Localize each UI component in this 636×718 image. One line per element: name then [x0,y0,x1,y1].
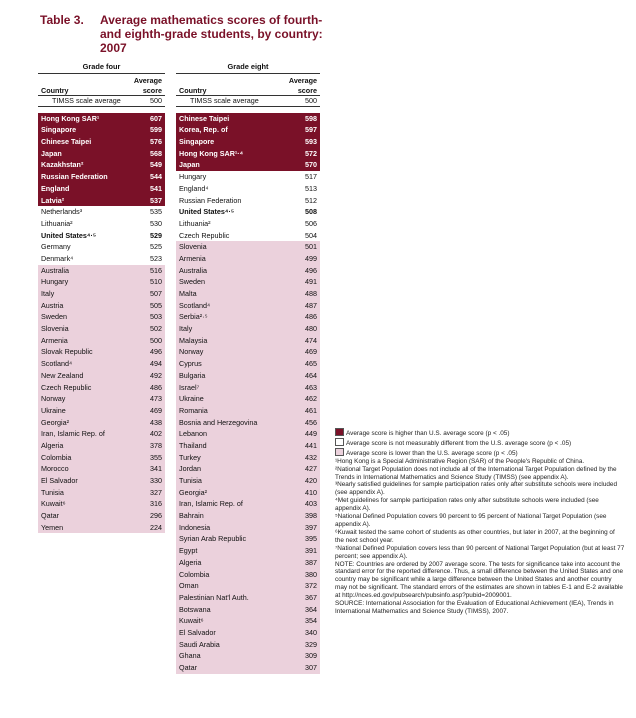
country-cell: Japan [179,160,200,170]
table-row [38,452,165,464]
country-cell: Norway [41,394,66,404]
table-row [176,230,320,242]
score-cell: 496 [305,265,317,275]
country-cell: Australia [179,265,207,275]
score-cell: 508 [305,207,317,217]
table-row [176,195,320,207]
score-cell: 427 [305,464,317,474]
country-cell: United States⁴·⁵ [179,207,235,217]
country-cell: Qatar [41,511,59,521]
score-cell: 402 [150,429,162,439]
country-cell: Korea, Rep. of [179,125,228,135]
country-cell: Singapore [41,125,77,135]
country-cell: Slovenia [41,324,69,334]
country-cell: Lithuania² [41,218,73,228]
score-cell: 607 [150,113,162,123]
score-header-top: Average [288,76,317,85]
score-cell: 327 [150,487,162,497]
table-row [176,475,320,487]
legend-higher-swatch [335,428,344,436]
score-cell: 572 [305,148,317,158]
table-row [176,615,320,627]
country-cell: Hungary [41,277,69,287]
table-row [38,276,165,288]
table-row [176,463,320,475]
score-cell: 367 [305,592,317,602]
legend-higher: Average score is higher than U.S. average score (p < .05) [335,428,625,438]
table-row [176,159,320,171]
score-cell: 525 [150,242,162,252]
table-row [176,311,320,323]
table-row [176,650,320,662]
table-row [176,241,320,253]
country-cell: Oman [179,581,199,591]
table-row [38,171,165,183]
score-cell: 469 [305,347,317,357]
country-cell: Tunisia [41,487,64,497]
country-cell: Indonesia [179,522,211,532]
table-row [176,300,320,312]
table-row [38,498,165,510]
table-row [38,440,165,452]
country-cell: Iran, Islamic Rep. of [41,429,105,439]
country-cell: Thailand [179,440,207,450]
score-cell: 378 [150,440,162,450]
country-cell: Saudi Arabia [179,639,220,649]
country-header: Country [41,86,69,95]
table-row [176,498,320,510]
note: NOTE: Countries are ordered by 2007 average score. The tests for significance take into account the standard error for the reported difference. Thus, a small difference between the United States and one country may be significant while a large difference between the United States and another country may not be significant. The standard errors of the estimates are shown in tables E-1 and E-2 available at http://nces.ed.gov/pubsearch/pubsinfo.asp?pubid=2009001. [335,560,624,600]
country-cell: Qatar [179,663,197,672]
country-cell: Hong Kong SAR¹ [41,113,100,123]
score-cell: 499 [305,253,317,263]
country-cell: Japan [41,148,62,158]
score-cell: 464 [305,370,317,380]
score-cell: 224 [150,522,162,532]
table-row [38,183,165,195]
table-row [38,265,165,277]
score-cell: 486 [305,312,317,322]
score-cell: 593 [305,137,317,147]
score-header-bot: score [297,86,317,95]
score-cell: 513 [305,183,317,193]
score-cell: 523 [150,253,162,263]
scale-value: 500 [305,96,317,105]
table-row [176,124,320,136]
table-row [176,382,320,394]
table-row [176,604,320,616]
country-cell: Sweden [41,312,67,322]
score-cell: 492 [150,370,162,380]
table-row [176,136,320,148]
table-row [176,370,320,382]
score-cell: 486 [150,382,162,392]
country-cell: Latvia² [41,195,65,205]
table-row [38,113,165,125]
country-cell: Yemen [41,522,64,532]
country-cell: Hungary [179,172,207,182]
score-cell: 387 [305,557,317,567]
score-cell: 420 [305,476,317,485]
table-row [38,241,165,253]
country-cell: Romania [179,405,208,415]
score-cell: 517 [305,172,317,182]
table-row [176,557,320,569]
table-row [176,346,320,358]
table-row [38,159,165,171]
source: SOURCE: International Association for the Evaluation of Educational Achievement (IEA), Trends in International Mathematics and Science Study (TIMSS), 2007. [335,600,614,615]
table-row [38,405,165,417]
table-row [38,510,165,522]
country-header: Country [179,86,207,95]
country-cell: Tunisia [179,476,202,485]
table-row [176,276,320,288]
country-cell: El Salvador [179,627,216,637]
score-cell: 473 [150,394,162,404]
score-cell: 530 [150,218,162,228]
score-cell: 549 [150,160,162,170]
score-cell: 330 [150,476,162,485]
country-cell: Denmark⁴ [41,253,74,263]
score-cell: 502 [150,324,162,334]
country-cell: England⁴ [179,183,209,193]
score-cell: 316 [150,499,162,509]
table-row [176,592,320,604]
score-cell: 491 [305,277,317,287]
country-cell: Algeria [41,440,64,450]
country-cell: Colombia [41,452,72,462]
table-row [38,393,165,405]
table-row [38,323,165,335]
country-cell: Armenia [41,335,68,345]
score-cell: 570 [305,160,317,170]
country-cell: Italy [41,289,55,298]
country-cell: Netherlands³ [41,207,83,217]
score-cell: 403 [305,499,317,509]
country-cell: El Salvador [41,476,78,485]
table-row [176,510,320,522]
score-cell: 410 [305,487,317,497]
table-row [38,218,165,230]
table-row [176,569,320,581]
table-row [176,580,320,592]
score-cell: 449 [305,429,317,439]
score-cell: 488 [305,289,317,298]
country-cell: Georgia² [41,417,69,427]
table-row [176,218,320,230]
country-cell: Czech Republic [179,230,230,240]
score-cell: 510 [150,277,162,287]
table-row [176,405,320,417]
table-row [38,124,165,136]
country-cell: Kuwait⁶ [41,499,66,509]
score-cell: 354 [305,616,317,626]
table-row [176,288,320,300]
scale-value: 500 [150,96,162,105]
table-row [176,440,320,452]
table-row [38,522,165,534]
table-row [176,545,320,557]
country-cell: Bosnia and Herzegovina [179,417,258,427]
table-row [176,265,320,277]
grade-eight-table [176,62,320,674]
scale-average-row [38,95,165,107]
table-row [176,206,320,218]
table-row [176,522,320,534]
legend-lower-swatch [335,448,344,456]
table-row [38,300,165,312]
country-cell: Ukraine [41,405,66,415]
scale-label: TIMSS scale average [190,96,259,105]
country-cell: Scotland⁴ [179,300,211,310]
footnote: ²National Target Population does not include all of the International Target Population defined by the Trends in International Mathematics and Science Study (TIMSS) (see appendix A). [335,465,617,481]
legend-and-notes [335,428,625,616]
score-cell: 461 [305,405,317,415]
country-cell: Australia [41,265,69,275]
score-cell: 329 [305,639,317,649]
country-cell: Colombia [179,569,210,579]
country-cell: Israel⁷ [179,382,200,392]
score-cell: 372 [305,581,317,591]
table-caption: Average mathematics scores of fourth- and eighth-grade students, by country: 2007 [100,13,323,55]
grade-eight-title: Grade eight [227,62,269,71]
table-row [176,253,320,265]
table-row [176,183,320,195]
score-cell: 512 [305,195,317,205]
country-cell: Chinese Taipei [179,113,230,123]
score-cell: 544 [150,172,162,182]
country-cell: Morocco [41,464,69,474]
table-label: Table 3. [40,13,84,27]
score-cell: 503 [150,312,162,322]
country-cell: Kuwait⁶ [179,616,204,626]
score-cell: 480 [305,324,317,334]
score-cell: 597 [305,125,317,135]
country-cell: Chinese Taipei [41,137,92,147]
score-cell: 355 [150,452,162,462]
score-cell: 535 [150,207,162,217]
legend-lower: Average score is lower than the U.S. average score (p < .05) [335,448,625,458]
table-row [38,335,165,347]
score-cell: 494 [150,359,162,369]
table-row [38,370,165,382]
footnote: ⁷National Defined Population covers less than 90 percent of National Target Population (but at least 77 percent; see appendix A). [335,544,625,560]
table-row [38,428,165,440]
score-cell: 441 [305,440,317,450]
score-cell: 474 [305,335,317,345]
table-row [176,452,320,464]
table-row [176,393,320,405]
country-cell: Ghana [179,651,201,661]
table-row [38,475,165,487]
table-row [176,335,320,347]
country-cell: Scotland⁴ [41,359,73,369]
country-cell: Armenia [179,253,206,263]
table-row [38,253,165,265]
footnote: ⁴Met guidelines for sample participation rates only after substitute schools were included (see appendix A). [335,497,599,513]
table-row [38,195,165,207]
table-row [38,417,165,429]
score-cell: 432 [305,452,317,462]
score-cell: 529 [150,230,162,240]
table-row [38,148,165,160]
score-cell: 541 [150,183,162,193]
table-row [38,358,165,370]
country-cell: Cyprus [179,359,202,369]
score-cell: 506 [305,218,317,228]
country-cell: Slovak Republic [41,347,93,357]
score-cell: 599 [150,125,162,135]
score-cell: 501 [305,242,317,252]
country-cell: Algeria [179,557,202,567]
score-cell: 465 [305,359,317,369]
score-cell: 398 [305,511,317,521]
table-row [38,288,165,300]
grade-eight-rows [176,113,320,674]
country-cell: Sweden [179,277,205,287]
country-cell: Bahrain [179,511,204,521]
scale-label: TIMSS scale average [52,96,121,105]
score-cell: 568 [150,148,162,158]
country-cell: Palestinian Nat'l Auth. [179,592,249,602]
score-header-top: Average [133,76,162,85]
score-cell: 469 [150,405,162,415]
score-cell: 500 [150,335,162,345]
country-cell: Germany [41,242,71,252]
footnote: ³Nearly satisfied guidelines for sample participation rates only after substitute schools were included (see appendix A). [335,481,618,497]
grade-four-rows [38,113,165,534]
country-cell: Lithuania² [179,218,211,228]
score-cell: 341 [150,464,162,474]
score-cell: 395 [305,534,317,544]
table-row [38,311,165,323]
country-cell: Russian Federation [179,195,242,205]
table-row [176,323,320,335]
score-cell: 598 [305,113,317,123]
grade-four-table [38,62,165,533]
score-cell: 496 [150,347,162,357]
score-cell: 504 [305,230,317,240]
country-cell: Serbia²·⁵ [179,312,208,322]
table-row [176,639,320,651]
country-cell: Czech Republic [41,382,92,392]
country-cell: Singapore [179,137,215,147]
score-cell: 438 [150,417,162,427]
score-cell: 456 [305,417,317,427]
country-cell: Lebanon [179,429,207,439]
country-cell: Syrian Arab Republic [179,534,247,544]
country-cell: Malta [179,289,197,298]
score-cell: 516 [150,265,162,275]
table-row [176,113,320,125]
score-cell: 364 [305,604,317,614]
country-cell: Slovenia [179,242,207,252]
score-cell: 397 [305,522,317,532]
country-cell: Jordan [179,464,201,474]
table-row [38,346,165,358]
score-cell: 340 [305,627,317,637]
score-cell: 462 [305,394,317,404]
score-cell: 309 [305,651,317,661]
score-cell: 463 [305,382,317,392]
country-cell: Georgia² [179,487,207,497]
table-row [176,627,320,639]
score-cell: 487 [305,300,317,310]
footnote: ¹Hong Kong is a Special Administrative Region (SAR) of the People's Republic of China. [335,457,585,465]
country-cell: Hong Kong SAR¹·⁴ [179,148,244,158]
table-row [38,206,165,218]
country-cell: Botswana [179,604,211,614]
country-cell: Austria [41,300,64,310]
legend-same-swatch [335,438,344,446]
table-row [176,662,320,674]
table-row [176,533,320,545]
country-cell: Ukraine [179,394,204,404]
footnote: ⁶Kuwait tested the same cohort of students as other countries, but later in 2007, at the beginning of the next school year. [335,528,615,544]
score-cell: 576 [150,137,162,147]
table-row [176,171,320,183]
country-cell: New Zealand [41,370,84,380]
score-cell: 505 [150,300,162,310]
country-cell: Egypt [179,546,198,556]
country-cell: Iran, Islamic Rep. of [179,499,243,509]
table-row [38,230,165,242]
country-cell: Kazakhstan² [41,160,84,170]
table-row [38,487,165,499]
legend-same: Average score is not measurably different from the U.S. average score (p < .05) [335,438,625,448]
country-cell: Malaysia [179,335,208,345]
grade-four-title: Grade four [82,62,121,71]
footnote: ⁵National Defined Population covers 90 percent to 95 percent of National Target Population (see appendix A). [335,513,607,528]
country-cell: United States⁴·⁵ [41,230,97,240]
table-row [176,148,320,160]
scale-average-row [176,95,320,107]
table-row [176,428,320,440]
score-cell: 507 [150,289,162,298]
country-cell: Italy [179,324,193,334]
table-row [38,382,165,394]
score-cell: 537 [150,195,162,205]
country-cell: Bulgaria [179,370,206,380]
country-cell: Norway [179,347,204,357]
score-cell: 391 [305,546,317,556]
table-row [38,463,165,475]
table-row [176,487,320,499]
country-cell: Russian Federation [41,172,108,182]
score-cell: 296 [150,511,162,521]
table-row [176,417,320,429]
table-row [38,136,165,148]
score-cell: 380 [305,569,317,579]
table-row [176,358,320,370]
country-cell: England [41,183,70,193]
score-header-bot: score [142,86,162,95]
country-cell: Turkey [179,452,201,462]
score-cell: 307 [305,663,317,672]
